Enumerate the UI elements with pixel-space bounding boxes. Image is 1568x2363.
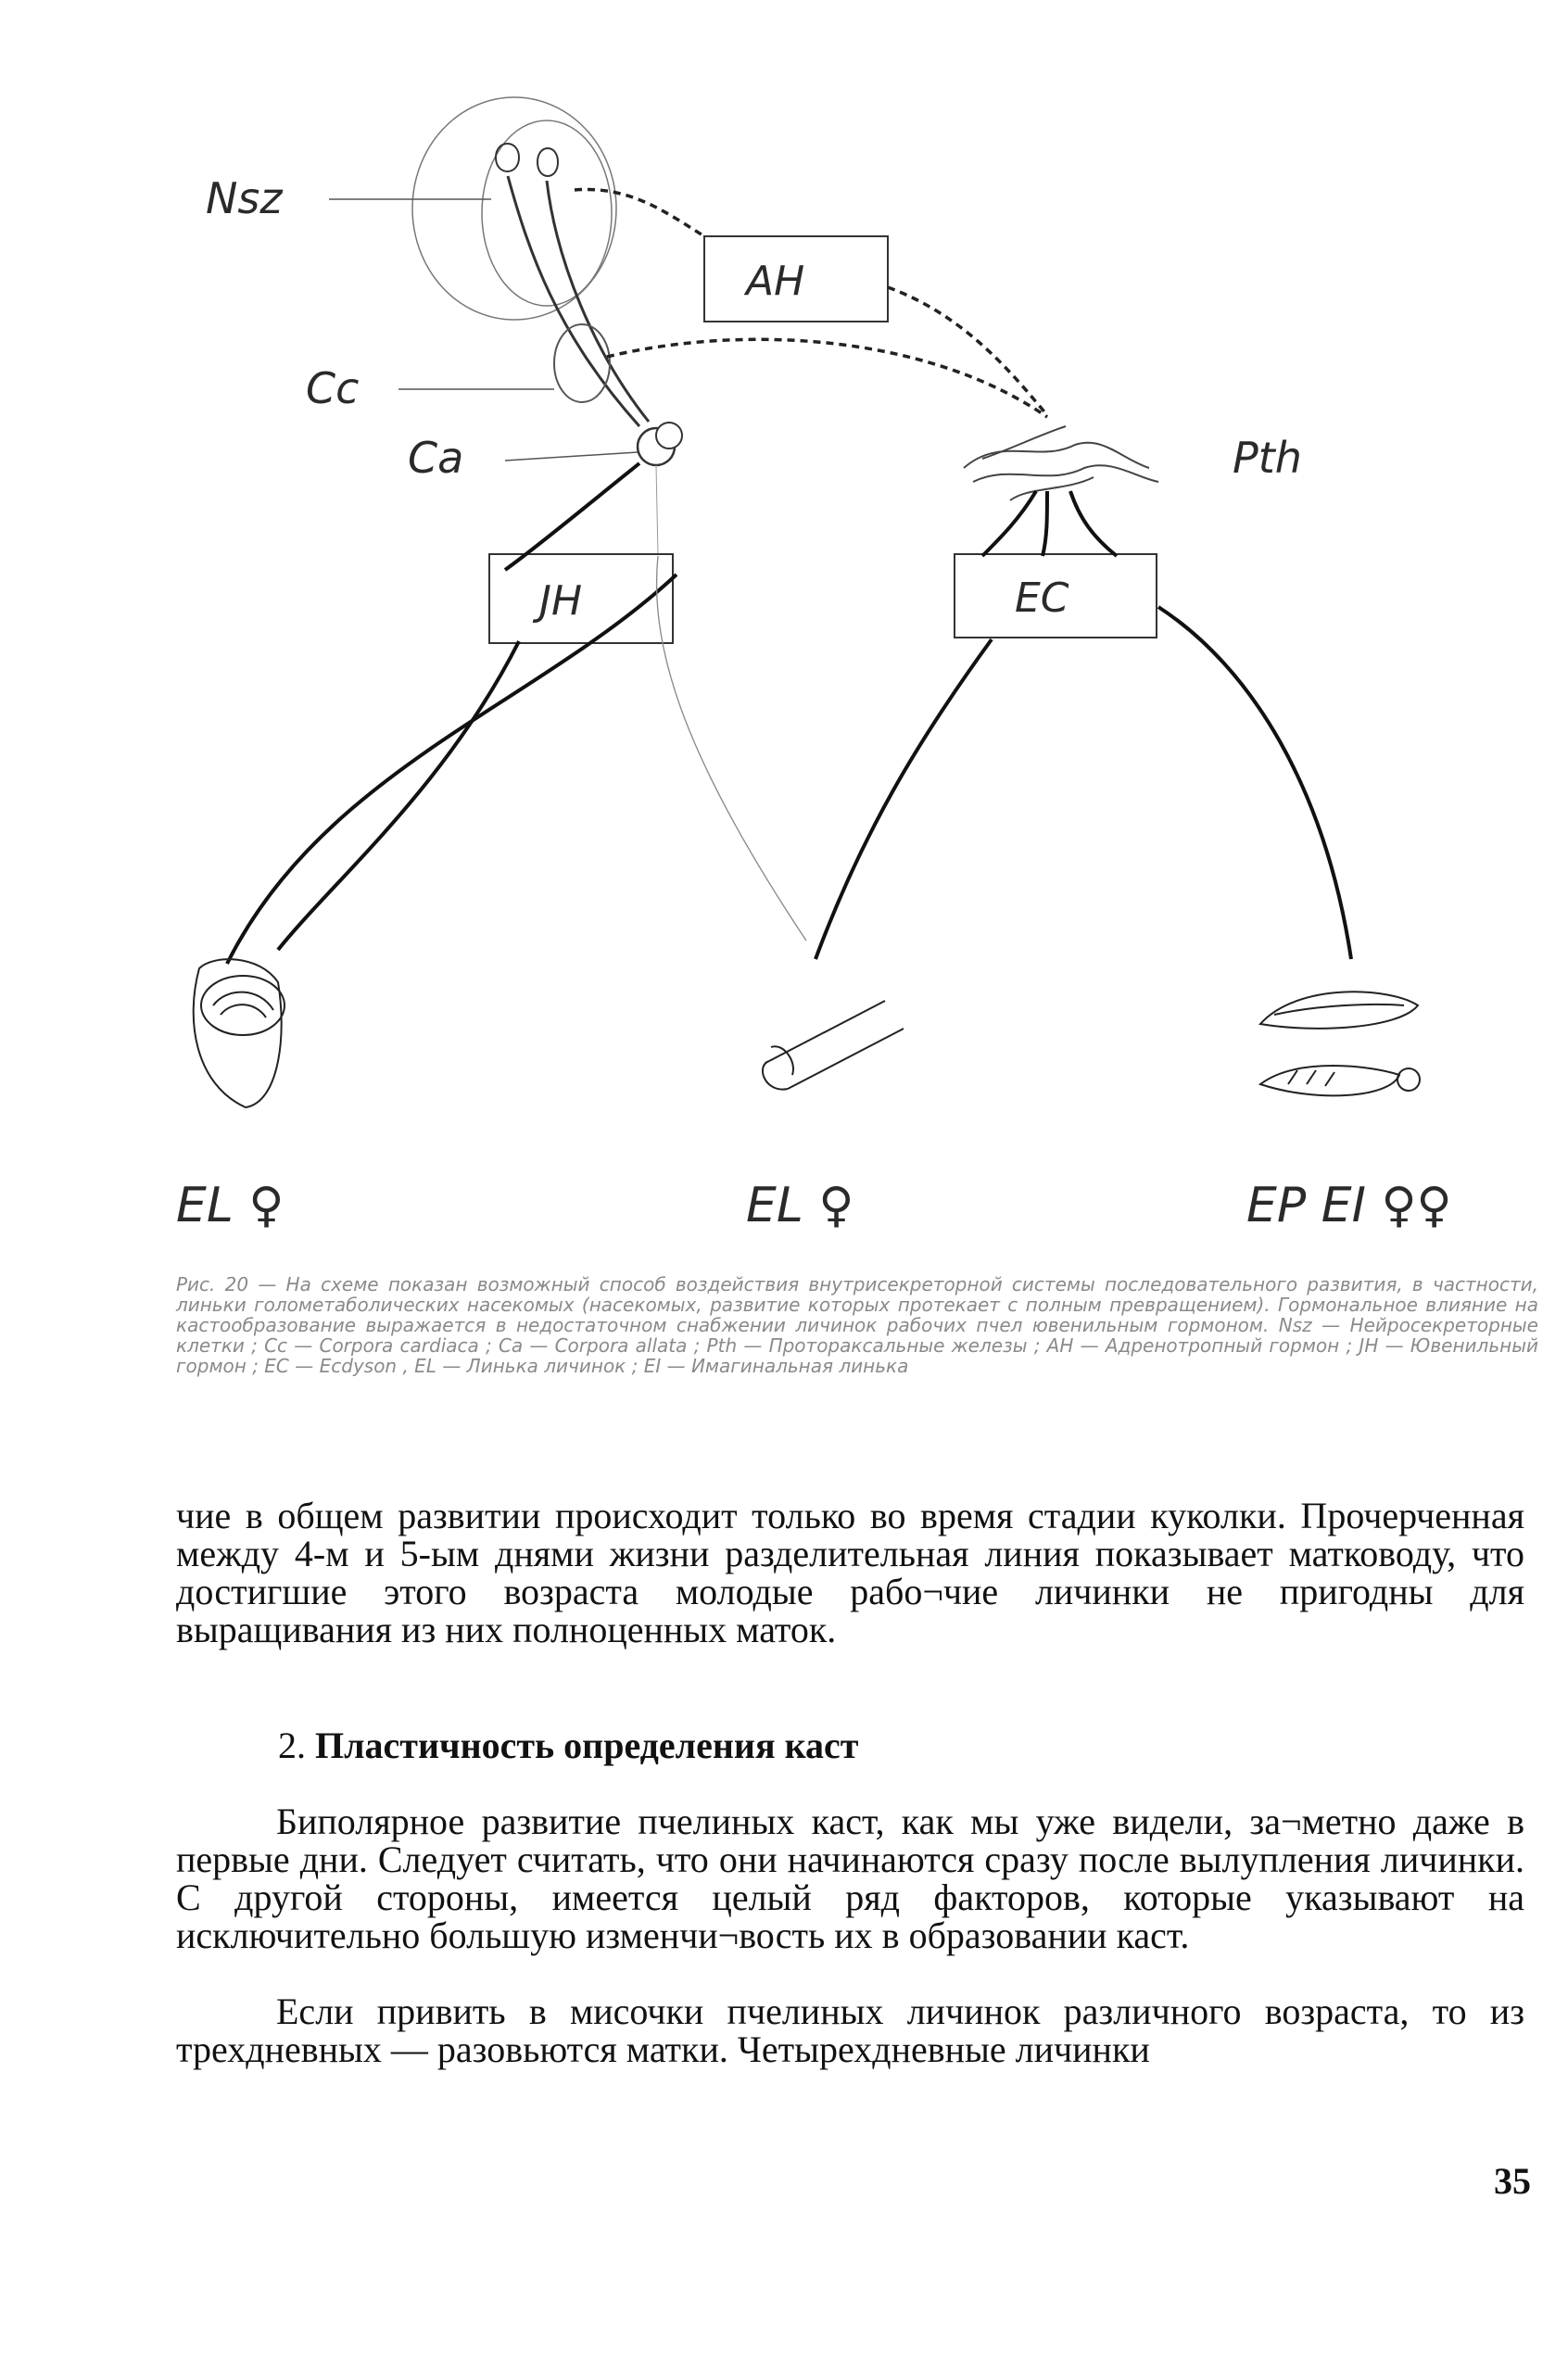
paragraph-1-text: чие в общем развитии происходит только во время стадии куколки. Прочерченная между 4-м и 5-ым днями жизни разделительная линия показывает матководу, что достигшие этого возраста молодые рабо¬чие личинки не пригодны для выращивания из них полноценных маток. [176,1495,1524,1650]
nsz-label: Nsz [206,173,283,223]
paragraph-3-text: Если привить в мисочки пчелиных личинок различного возраста, то из трехдневных — разовьются матки. Четырехдневные личинки [176,1990,1524,2070]
pupa-adult-illustration [1260,992,1420,1095]
paragraph-2-text: Биполярное развитие пчелиных каст, как мы уже видели, за¬метно даже в первые дни. Следует считать, что они начинаются сразу после вылупления личинки. С другой стороны, имеется целый ряд факторов, которые указывают на исключительно большую изменчи¬вость их в образовании каст. [176,1801,1524,1956]
stage-label-middle: EL ♀ [746,1178,854,1232]
pth-label: Pth [1233,433,1302,483]
figure-caption-text: Рис. 20 — На схеме показан возможный способ воздействия внутрисекреторной системы последовательного развития, в частности, линьки голометаболических насекомых (насекомых, развитие которых протекает с полным превращением). Гормональное влияние на кастообразование выражается в недостаточном снабжении личинок рабочих пчел ювенильным гормоном. Nsz — Нейросекреторные клетки ; Cc — Corpora cardiaca ; Ca — Corpora allata ; Pth — Проторакcальные железы ; AH — Адренотропный гормон ; JH — Ювенильный гормон ; EC — Ecdyson , EL — Линька личинок ; EI — Имагинальная линька [176,1273,1538,1377]
ah-label: AH [746,258,805,305]
box-ec [955,554,1157,638]
solid-connections [227,463,1351,964]
stage-label-right: EP EI ♀♀ [1246,1178,1452,1232]
paragraph-3 [176,1992,1524,2068]
jh-label: JH [539,577,583,625]
cc-label: Cc [306,363,360,413]
ec-label: EC [1015,575,1069,622]
larva-head-illustration [194,959,285,1107]
section-title: Пластичность определения каст [315,1725,859,1766]
section-number: 2. [278,1725,306,1766]
paragraph-2 [176,1802,1524,1954]
larva-body-illustration [763,1001,904,1090]
brain-illustration [412,97,682,556]
prothoracic-gland-illustration [964,426,1158,500]
stage-label-left: EL ♀ [176,1178,285,1232]
box-ah [704,236,888,322]
page-number: 35 [1494,2160,1531,2202]
figure-caption [176,1274,1538,1376]
box-jh [489,554,673,643]
paragraph-1 [176,1497,1524,1649]
thin-connection [657,556,806,941]
section-heading [278,1725,858,1766]
ca-label: Ca [408,433,464,483]
